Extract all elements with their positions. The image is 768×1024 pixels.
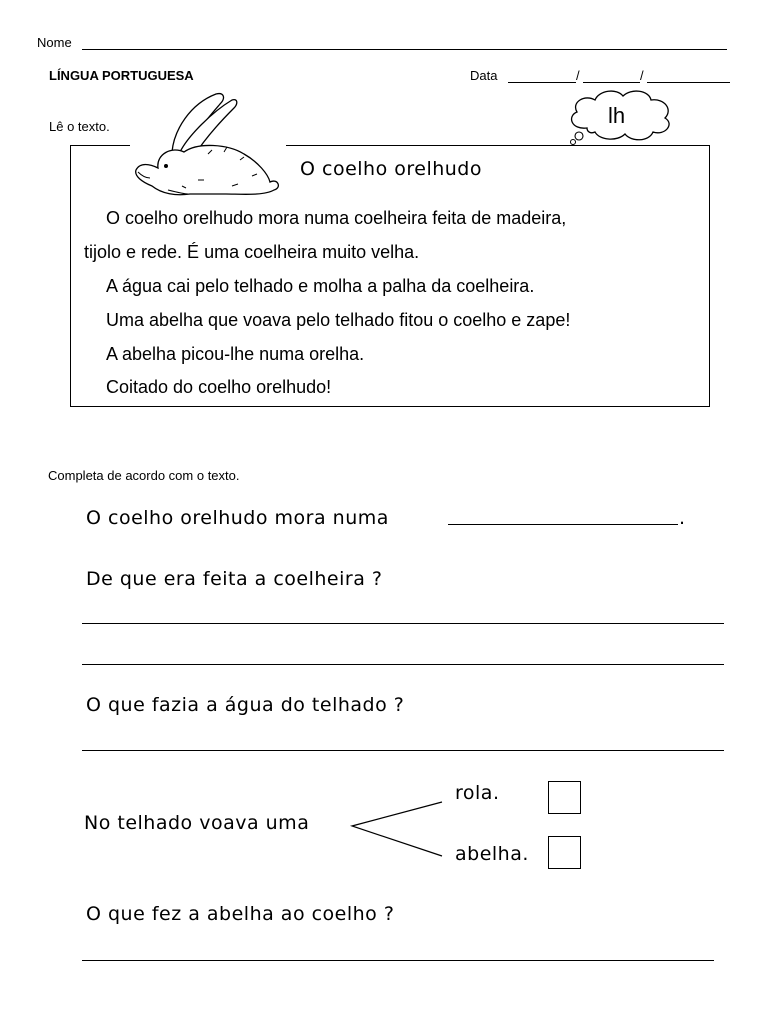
story-line-1: O coelho orelhudo mora numa coelheira feita de madeira, <box>106 208 567 228</box>
instruction-complete: Completa de acordo com o texto. <box>48 468 240 483</box>
story-title: O coelho orelhudo <box>300 158 482 180</box>
name-line[interactable] <box>82 49 727 50</box>
answer-line-1[interactable] <box>448 524 678 525</box>
answer-line-3[interactable] <box>82 750 724 751</box>
question-2: De que era feita a coelheira ? <box>86 568 383 590</box>
answer-line-2a[interactable] <box>82 623 724 624</box>
date-month-line[interactable] <box>583 82 640 83</box>
option-abelha-checkbox[interactable] <box>548 836 581 869</box>
answer-line-5[interactable] <box>82 960 714 961</box>
subject-title: LÍNGUA PORTUGUESA <box>49 68 194 83</box>
name-label: Nome <box>37 35 72 50</box>
instruction-read: Lê o texto. <box>49 119 110 134</box>
question-1-end: . <box>679 507 686 529</box>
option-abelha-label: abelha. <box>455 843 529 865</box>
cloud-label: lh <box>608 103 626 128</box>
story-line-3: A água cai pelo telhado e molha a palha da coelheira. <box>106 276 535 296</box>
option-rola-label: rola. <box>455 782 500 804</box>
option-rola-checkbox[interactable] <box>548 781 581 814</box>
question-3: O que fazia a água do telhado ? <box>86 694 405 716</box>
rabbit-icon <box>128 90 288 202</box>
answer-line-2b[interactable] <box>82 664 724 665</box>
question-1: O coelho orelhudo mora numa <box>86 507 389 529</box>
date-separator: / <box>576 68 580 83</box>
date-label: Data <box>470 68 498 83</box>
date-day-line[interactable] <box>508 82 576 83</box>
branch-arrow-icon <box>344 796 448 862</box>
story-line-2: tijolo e rede. É uma coelheira muito velha. <box>84 242 420 262</box>
date-year-line[interactable] <box>647 82 730 83</box>
date-separator: / <box>640 68 644 83</box>
question-5: O que fez a abelha ao coelho ? <box>86 903 395 925</box>
story-line-5: A abelha picou-lhe numa orelha. <box>106 344 365 364</box>
story-line-4: Uma abelha que voava pelo telhado fitou o coelho e zape! <box>106 310 571 330</box>
story-line-6: Coitado do coelho orelhudo! <box>106 377 332 397</box>
question-4: No telhado voava uma <box>84 812 310 834</box>
